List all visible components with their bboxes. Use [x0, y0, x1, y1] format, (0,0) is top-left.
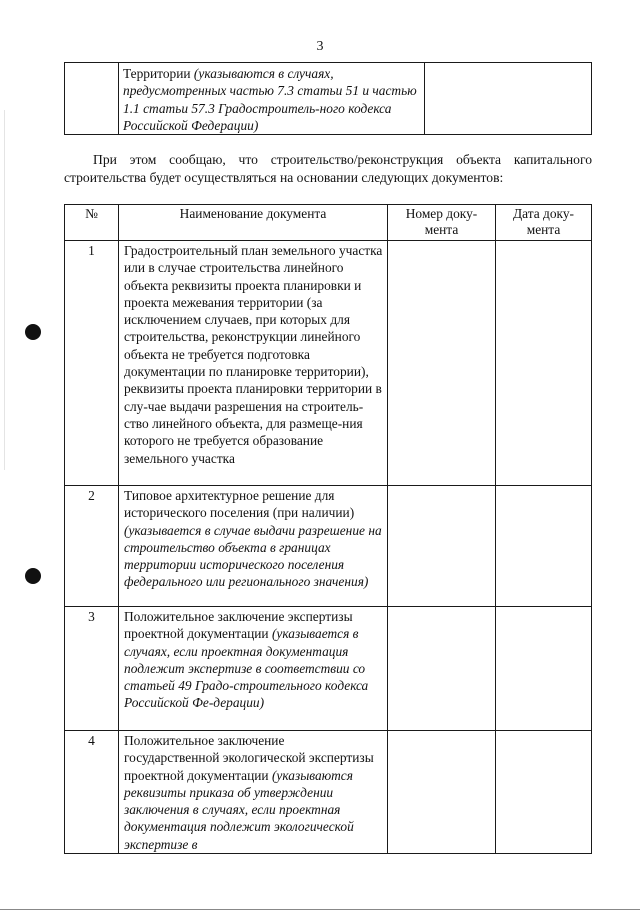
scan-margin-line	[4, 110, 5, 470]
row-doc-date	[496, 607, 592, 731]
territory-note: (указываются в случаях, предусмотренных частью 7.3 статьи 51 и частью 1.1 статьи 57.3 Градостроитель-ного кодекса Российской Федерации)	[123, 66, 417, 133]
documents-table	[64, 204, 592, 854]
territory-description-cell	[119, 63, 425, 135]
row-name-text: Положительное заключение государственной экологической экспертизы проектной документации	[124, 733, 374, 783]
row-name-note: (указываются реквизиты приказа об утверждении заключения в случаях, если проектная документация подлежит экологической экспертизе в	[124, 767, 354, 852]
header-doc-date: Дата доку-мента	[496, 205, 592, 241]
row-name	[119, 607, 388, 731]
row-num: 3	[65, 607, 119, 731]
scan-bottom-edge	[0, 909, 640, 910]
empty-cell	[65, 63, 119, 135]
table-row	[65, 63, 592, 135]
punch-hole-mark	[25, 324, 41, 340]
punch-hole-mark	[25, 568, 41, 584]
table-row	[65, 731, 592, 854]
row-doc-number	[388, 607, 496, 731]
page-number: 3	[316, 39, 324, 54]
top-table	[64, 62, 592, 135]
row-num: 1	[65, 241, 119, 486]
row-doc-number	[388, 731, 496, 854]
territory-label: Территории	[123, 66, 194, 81]
row-doc-date	[496, 241, 592, 486]
row-name-text: Типовое архитектурное решение для исторического поселения (при наличии)	[124, 488, 355, 521]
row-name-text: Градостроительный план земельного участка или в случае строительства линейного объекта реквизиты проекта планировки и проекта межевания территории (за исключением случаев, при которых для строительства, реконструкции линейного объекта не требуется подготовка документации по планировке территории), реквизиты проекта планировки территории в слу-чае выдачи разрешения на строитель-ство линейного объекта, для размеще-ния которого не требуется образование земельного участка	[124, 243, 383, 466]
row-num: 4	[65, 731, 119, 854]
row-name	[119, 241, 388, 486]
table-header-row	[65, 205, 592, 241]
header-num: №	[65, 205, 119, 241]
header-name: Наименование документа	[119, 205, 388, 241]
territory-value-cell	[425, 63, 592, 135]
row-name-note: (указывается в случаях, если проектная документация подлежит экспертизе в соответствии со статьей 49 Градо-строительного кодекса Российской Фе-дерации)	[124, 626, 369, 711]
table-row	[65, 607, 592, 731]
row-name-note: (указывается в случае выдачи разрешение на строительство объекта в границах территории исторического поселения федерального или регионального значения)	[124, 522, 382, 590]
row-name	[119, 486, 388, 607]
row-name-text: Положительное заключение экспертизы проектной документации	[124, 609, 353, 642]
row-doc-number	[388, 486, 496, 607]
row-doc-number	[388, 241, 496, 486]
intro-paragraph: При этом сообщаю, что строительство/реконструкция объекта капитального строительства будет осуществляться на основании следующих документов:	[64, 152, 592, 185]
header-doc-number: Номер доку-мента	[388, 205, 496, 241]
row-doc-date	[496, 486, 592, 607]
row-doc-date	[496, 731, 592, 854]
table-row	[65, 486, 592, 607]
row-name	[119, 731, 388, 854]
table-row	[65, 241, 592, 486]
row-num: 2	[65, 486, 119, 607]
